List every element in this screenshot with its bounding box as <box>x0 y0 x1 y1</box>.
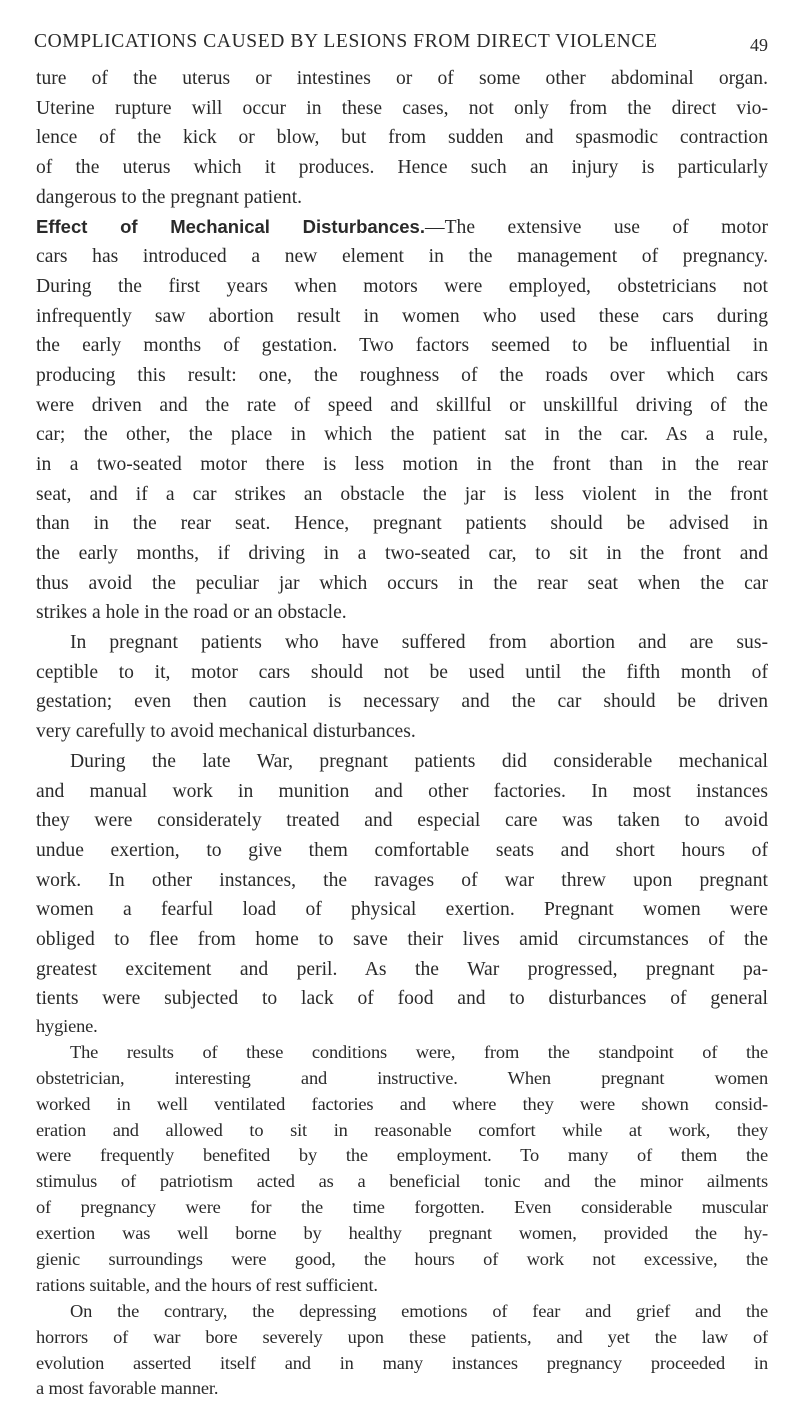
text-line: dangerous to the pregnant patient. <box>36 186 303 208</box>
text-line: were driven and the rate of speed and skillful or unskillful driving of the <box>36 394 768 416</box>
text-line: worked in well ventilated factories and where they were shown consid- <box>36 1093 768 1114</box>
text-line: lence of the kick or blow, but from sudden and spasmodic contraction <box>36 127 768 149</box>
text-line: During the first years when motors were employed, obstetricians not <box>36 275 768 297</box>
section-heading-line <box>36 212 768 242</box>
text-line: they were considerately treated and especial care was taken to avoid <box>36 810 768 832</box>
text-line: women a fearful load of physical exertion. Pregnant women were <box>36 899 768 921</box>
text-line: horrors of war bore severely upon these patients, and yet the law of <box>36 1326 768 1347</box>
text-line: On the contrary, the depressing emotions of fear and grief and the <box>70 1300 768 1321</box>
text-line: thus avoid the peculiar jar which occurs in the rear seat when the car <box>36 572 768 594</box>
text-line: of the uterus which it produces. Hence such an injury is particularly <box>36 157 768 179</box>
text-line: and manual work in munition and other factories. In most instances <box>36 780 768 802</box>
text-line: eration and allowed to sit in reasonable comfort while at work, they <box>36 1119 768 1140</box>
text-line: greatest excitement and peril. As the War progressed, pregnant pa- <box>36 958 768 980</box>
text-line: producing this result: one, the roughness of the roads over which cars <box>36 364 768 386</box>
text-line: seat, and if a car strikes an obstacle the jar is less violent in the front <box>36 483 768 505</box>
running-title: COMPLICATIONS CAUSED BY LESIONS FROM DIRECT VIOLENCE <box>34 31 658 52</box>
text-line: car; the other, the place in which the patient sat in the car. As a rule, <box>36 424 768 446</box>
text-line: very carefully to avoid mechanical disturbances. <box>36 721 416 743</box>
text-line: Uterine rupture will occur in these cases, not only from the direct vio- <box>36 97 768 119</box>
text-line: The results of these conditions were, from the standpoint of the <box>70 1041 768 1062</box>
text-line: ture of the uterus or intestines or of some other abdominal organ. <box>36 68 768 89</box>
text-line: in a two-seated motor there is less motion in the front than in the rear <box>36 453 768 475</box>
text-run: —The extensive use of motor <box>424 217 768 239</box>
body-text <box>36 64 768 1402</box>
text-line: than in the rear seat. Hence, pregnant patients should be advised in <box>36 513 768 535</box>
text-line: During the late War, pregnant patients did considerable mechanical <box>70 750 768 772</box>
text-line: were frequently benefited by the employment. To many of them the <box>36 1145 768 1166</box>
text-line: the early months of gestation. Two factors seemed to be influential in <box>36 335 768 357</box>
text-line: undue exertion, to give them comfortable seats and short hours of <box>36 839 768 861</box>
text-line: obliged to flee from home to save their lives amid circumstances of the <box>36 928 768 950</box>
text-line: strikes a hole in the road or an obstacle. <box>36 602 347 624</box>
page-number: 49 <box>750 35 768 55</box>
text-line: hygiene. <box>36 1016 98 1036</box>
text-line: exertion was well borne by healthy pregnant women, provided the hy- <box>36 1223 768 1244</box>
text-line: rations suitable, and the hours of rest sufficient. <box>36 1274 378 1295</box>
text-line: stimulus of patriotism acted as a beneficial tonic and the minor ailments <box>36 1171 768 1192</box>
text-line: the early months, if driving in a two-seated car, to sit in the front and <box>36 543 768 564</box>
text-line: evolution asserted itself and in many instances pregnancy proceeded in <box>36 1352 768 1373</box>
section-heading: Effect of Mechanical Disturbances. <box>36 216 425 238</box>
text-line: gestation; even then caution is necessary and the car should be driven <box>36 691 768 713</box>
running-head <box>34 31 768 61</box>
text-line: a most favorable manner. <box>36 1378 219 1399</box>
text-line: cars has introduced a new element in the management of pregnancy. <box>36 246 768 268</box>
text-line: of pregnancy were for the time forgotten. Even considerable muscular <box>36 1197 768 1218</box>
text-line: gienic surroundings were good, the hours of work not excessive, the <box>36 1249 768 1270</box>
text-line: obstetrician, interesting and instructive. When pregnant women <box>36 1067 768 1088</box>
text-line: ceptible to it, motor cars should not be used until the fifth month of <box>36 661 768 683</box>
text-line: tients were subjected to lack of food and to disturbances of general <box>36 988 768 1010</box>
text-line: infrequently saw abortion result in women who used these cars during <box>36 305 768 327</box>
text-line: In pregnant patients who have suffered from abortion and are sus- <box>70 632 768 654</box>
text-line: work. In other instances, the ravages of war threw upon pregnant <box>36 869 768 891</box>
